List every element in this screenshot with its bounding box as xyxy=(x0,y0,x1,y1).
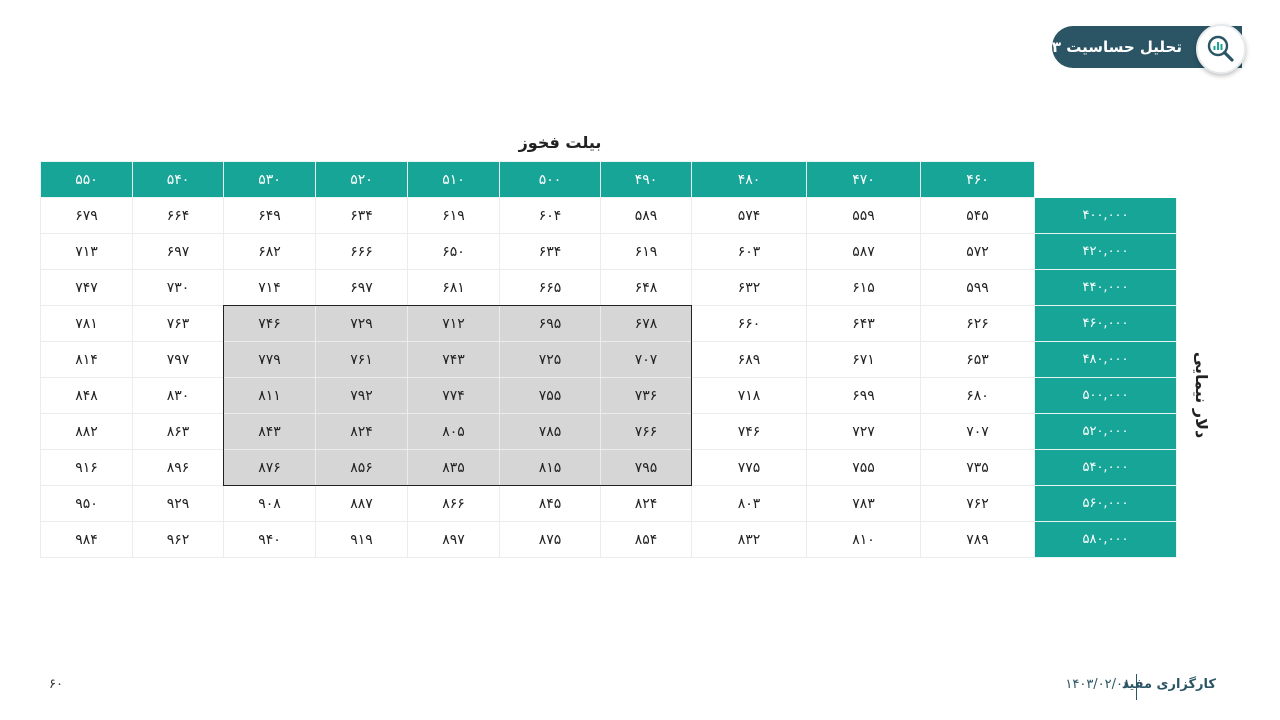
table-cell: ۷۹۷ xyxy=(133,342,224,378)
table-cell: ۷۶۶ xyxy=(601,414,692,450)
table-row xyxy=(41,450,1177,486)
table-cell: ۶۷۱ xyxy=(807,342,921,378)
table-cell: ۵۴۵ xyxy=(921,198,1035,234)
table-cell: ۸۳۵ xyxy=(408,450,500,486)
table-cell: ۸۷۵ xyxy=(500,522,601,558)
table-cell: ۶۴۹ xyxy=(224,198,316,234)
table-cell: ۷۴۶ xyxy=(224,306,316,342)
table-cell: ۶۹۵ xyxy=(500,306,601,342)
table-cell: ۷۶۲ xyxy=(921,486,1035,522)
table-cell: ۸۸۷ xyxy=(316,486,408,522)
column-header: ۵۲۰ xyxy=(316,162,408,198)
table-cell: ۶۸۹ xyxy=(692,342,807,378)
column-axis-title: بیلت فخوز xyxy=(518,133,602,152)
table-cell: ۶۳۲ xyxy=(692,270,807,306)
table-cell: ۸۴۸ xyxy=(41,378,133,414)
row-header: ۵۴۰,۰۰۰ xyxy=(1035,450,1177,486)
table-cell: ۷۱۳ xyxy=(41,234,133,270)
table-cell: ۶۱۹ xyxy=(601,234,692,270)
table-cell: ۸۶۳ xyxy=(133,414,224,450)
table-row xyxy=(41,486,1177,522)
table-cell: ۹۶۲ xyxy=(133,522,224,558)
table-cell: ۷۹۲ xyxy=(316,378,408,414)
table-cell: ۸۳۲ xyxy=(692,522,807,558)
table-cell: ۷۷۵ xyxy=(692,450,807,486)
table-cell: ۸۵۶ xyxy=(316,450,408,486)
table-cell: ۹۵۰ xyxy=(41,486,133,522)
table-cell: ۷۳۶ xyxy=(601,378,692,414)
table-cell: ۵۵۹ xyxy=(807,198,921,234)
column-header: ۴۶۰ xyxy=(921,162,1035,198)
table-cell: ۷۲۵ xyxy=(500,342,601,378)
table-cell: ۷۷۹ xyxy=(224,342,316,378)
table-cell: ۹۰۸ xyxy=(224,486,316,522)
table-cell: ۵۸۹ xyxy=(601,198,692,234)
column-header: ۵۵۰ xyxy=(41,162,133,198)
table-cell: ۸۷۶ xyxy=(224,450,316,486)
row-header: ۴۰۰,۰۰۰ xyxy=(1035,198,1177,234)
table-cell: ۷۳۵ xyxy=(921,450,1035,486)
table-cell: ۶۸۰ xyxy=(921,378,1035,414)
table-cell: ۶۰۳ xyxy=(692,234,807,270)
table-cell: ۶۹۷ xyxy=(316,270,408,306)
title-icon-circle xyxy=(1196,24,1246,74)
table-cell: ۷۸۳ xyxy=(807,486,921,522)
row-header: ۵۸۰,۰۰۰ xyxy=(1035,522,1177,558)
table-cell: ۷۷۴ xyxy=(408,378,500,414)
footer-brand: کارگزاری مفید xyxy=(1121,677,1216,692)
table-cell: ۷۵۵ xyxy=(807,450,921,486)
table-cell: ۷۲۷ xyxy=(807,414,921,450)
table-cell: ۸۳۰ xyxy=(133,378,224,414)
table-cell: ۷۴۶ xyxy=(692,414,807,450)
table-cell: ۵۷۲ xyxy=(921,234,1035,270)
table-cell: ۵۸۷ xyxy=(807,234,921,270)
table-cell: ۶۶۴ xyxy=(133,198,224,234)
table-cell: ۹۱۹ xyxy=(316,522,408,558)
table-cell: ۸۱۱ xyxy=(224,378,316,414)
table-cell: ۶۰۴ xyxy=(500,198,601,234)
table-cell: ۵۹۹ xyxy=(921,270,1035,306)
page-title: تحلیل حساسیت ۱۴۰۳ xyxy=(1024,38,1182,56)
table-cell: ۸۹۷ xyxy=(408,522,500,558)
row-header: ۵۰۰,۰۰۰ xyxy=(1035,378,1177,414)
table-cell: ۶۷۹ xyxy=(41,198,133,234)
table-cell: ۷۱۸ xyxy=(692,378,807,414)
table-row xyxy=(41,342,1177,378)
table-cell: ۹۲۹ xyxy=(133,486,224,522)
table-cell: ۸۰۳ xyxy=(692,486,807,522)
table-cell: ۶۳۴ xyxy=(316,198,408,234)
table-cell: ۹۱۶ xyxy=(41,450,133,486)
table-cell: ۸۰۵ xyxy=(408,414,500,450)
table-cell: ۷۸۹ xyxy=(921,522,1035,558)
table-cell: ۸۲۴ xyxy=(316,414,408,450)
table-cell: ۷۹۵ xyxy=(601,450,692,486)
row-header: ۴۴۰,۰۰۰ xyxy=(1035,270,1177,306)
table-cell: ۶۴۳ xyxy=(807,306,921,342)
table-cell: ۶۶۰ xyxy=(692,306,807,342)
footer-date: ۱۴۰۳/۰۲/۰۸ xyxy=(1065,677,1130,692)
table-cell: ۸۹۶ xyxy=(133,450,224,486)
table-cell: ۶۷۸ xyxy=(601,306,692,342)
table-row xyxy=(41,198,1177,234)
table-cell: ۶۹۷ xyxy=(133,234,224,270)
corner-cell xyxy=(1035,162,1177,198)
row-axis-title: دلار نیمایی xyxy=(1192,351,1211,439)
table-cell: ۷۶۳ xyxy=(133,306,224,342)
table-cell: ۶۱۹ xyxy=(408,198,500,234)
table-row xyxy=(41,522,1177,558)
row-header: ۴۸۰,۰۰۰ xyxy=(1035,342,1177,378)
table-cell: ۸۱۴ xyxy=(41,342,133,378)
table-row xyxy=(41,306,1177,342)
row-header: ۴۶۰,۰۰۰ xyxy=(1035,306,1177,342)
table-row xyxy=(41,414,1177,450)
sensitivity-table xyxy=(40,161,1177,558)
table-cell: ۷۶۱ xyxy=(316,342,408,378)
table-cell: ۷۸۵ xyxy=(500,414,601,450)
magnifier-chart-icon xyxy=(1205,33,1237,65)
column-header: ۵۴۰ xyxy=(133,162,224,198)
table-row xyxy=(41,378,1177,414)
table-cell: ۶۹۹ xyxy=(807,378,921,414)
header-row xyxy=(41,162,1177,198)
table-cell: ۸۱۰ xyxy=(807,522,921,558)
table-cell: ۶۲۶ xyxy=(921,306,1035,342)
table-cell: ۷۵۵ xyxy=(500,378,601,414)
table-cell: ۸۴۵ xyxy=(500,486,601,522)
table-row xyxy=(41,270,1177,306)
column-header: ۴۷۰ xyxy=(807,162,921,198)
table-row xyxy=(41,234,1177,270)
table-cell: ۸۱۵ xyxy=(500,450,601,486)
table-cell: ۸۸۲ xyxy=(41,414,133,450)
table-cell: ۶۳۴ xyxy=(500,234,601,270)
table-cell: ۵۷۴ xyxy=(692,198,807,234)
table-cell: ۷۴۷ xyxy=(41,270,133,306)
row-header: ۵۲۰,۰۰۰ xyxy=(1035,414,1177,450)
table-cell: ۷۳۰ xyxy=(133,270,224,306)
table-cell: ۸۶۶ xyxy=(408,486,500,522)
table-cell: ۶۶۶ xyxy=(316,234,408,270)
table-cell: ۹۸۴ xyxy=(41,522,133,558)
table-cell: ۶۱۵ xyxy=(807,270,921,306)
table-cell: ۷۱۴ xyxy=(224,270,316,306)
table-cell: ۶۸۱ xyxy=(408,270,500,306)
table-cell: ۶۵۰ xyxy=(408,234,500,270)
table-cell: ۷۰۷ xyxy=(601,342,692,378)
row-header: ۵۶۰,۰۰۰ xyxy=(1035,486,1177,522)
table-cell: ۸۴۳ xyxy=(224,414,316,450)
table-cell: ۶۸۲ xyxy=(224,234,316,270)
column-header: ۴۹۰ xyxy=(601,162,692,198)
column-header: ۵۱۰ xyxy=(408,162,500,198)
column-header: ۵۰۰ xyxy=(500,162,601,198)
table-cell: ۸۲۴ xyxy=(601,486,692,522)
table-cell: ۷۸۱ xyxy=(41,306,133,342)
table-cell: ۶۶۵ xyxy=(500,270,601,306)
page-number: ۶۰ xyxy=(49,677,63,692)
table-cell: ۸۵۴ xyxy=(601,522,692,558)
table-cell: ۷۴۳ xyxy=(408,342,500,378)
table-cell: ۷۰۷ xyxy=(921,414,1035,450)
column-header: ۴۸۰ xyxy=(692,162,807,198)
column-header: ۵۳۰ xyxy=(224,162,316,198)
table-cell: ۷۲۹ xyxy=(316,306,408,342)
table-cell: ۶۵۳ xyxy=(921,342,1035,378)
table-cell: ۹۴۰ xyxy=(224,522,316,558)
row-header: ۴۲۰,۰۰۰ xyxy=(1035,234,1177,270)
table-cell: ۶۴۸ xyxy=(601,270,692,306)
table-cell: ۷۱۲ xyxy=(408,306,500,342)
